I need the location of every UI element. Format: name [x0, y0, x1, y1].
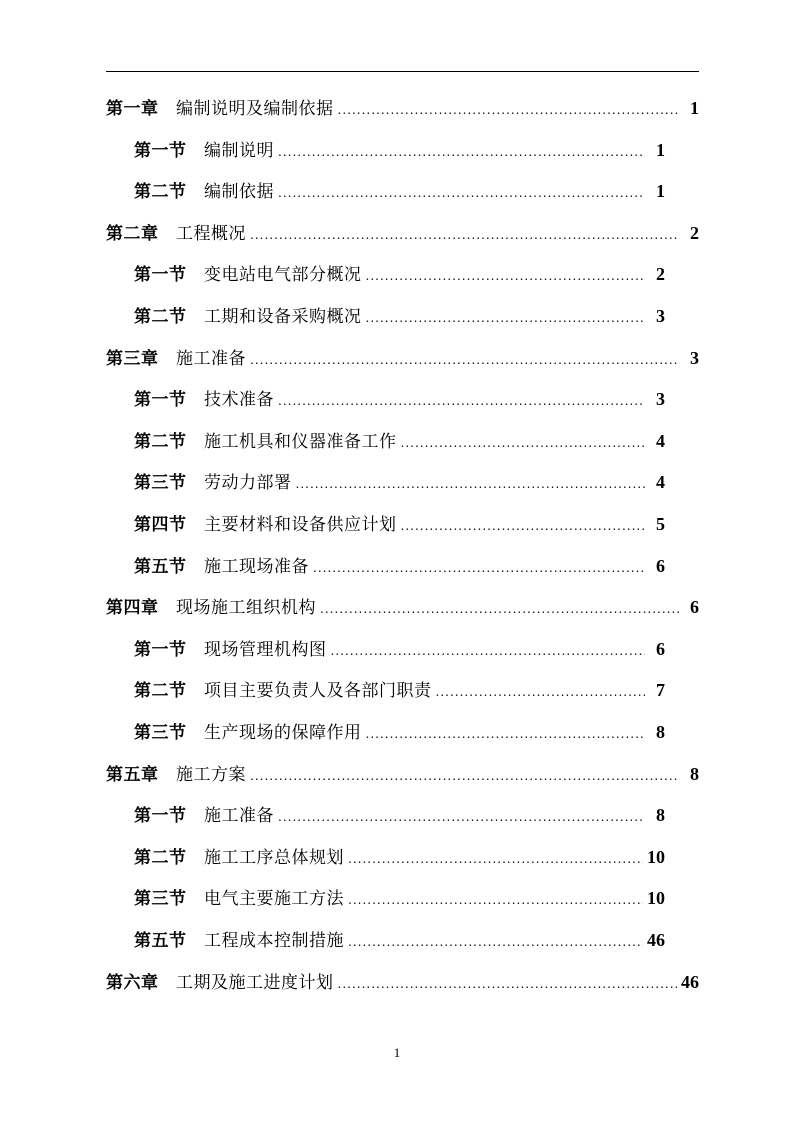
toc-entry-label	[134, 263, 362, 287]
toc-entry-label	[134, 430, 397, 454]
toc-entry-gap	[187, 681, 205, 701]
toc-section-entry[interactable]	[134, 886, 665, 910]
toc-section-entry[interactable]	[134, 803, 665, 827]
toc-dot-leader	[250, 223, 679, 247]
toc-section-entry[interactable]	[134, 470, 665, 494]
toc-entry-gap	[187, 806, 205, 826]
toc-dot-leader	[296, 472, 646, 496]
toc-entry-number: 第一章	[106, 99, 159, 119]
toc-entry-number: 第二节	[134, 307, 187, 327]
toc-entry-title: 施工工序总体规划	[204, 848, 344, 868]
toc-dot-leader	[348, 847, 643, 871]
toc-entry-title: 编制依据	[204, 182, 274, 202]
toc-page-number: 1	[690, 98, 699, 118]
toc-section-entry[interactable]	[134, 262, 665, 286]
toc-entry-gap	[187, 557, 205, 577]
toc-entry-title: 编制说明及编制依据	[176, 99, 334, 119]
toc-entry-label	[134, 887, 344, 911]
toc-page-number: 1	[656, 140, 665, 160]
toc-dot-leader	[366, 306, 646, 330]
toc-entry-number: 第三节	[134, 889, 187, 909]
toc-entry-label	[134, 305, 362, 329]
toc-entry-number: 第三章	[106, 349, 159, 369]
toc-entry-title: 工程概况	[176, 224, 246, 244]
toc-entry-label	[134, 388, 274, 412]
toc-entry-title: 施工准备	[204, 806, 274, 826]
toc-entry-label	[134, 804, 274, 828]
toc-entry-number: 第四节	[134, 515, 187, 535]
toc-page-number: 10	[647, 847, 665, 867]
toc-entry-title: 主要材料和设备供应计划	[204, 515, 397, 535]
toc-entry-number: 第二节	[134, 681, 187, 701]
toc-entry-number: 第三节	[134, 473, 187, 493]
toc-entry-title: 项目主要负责人及各部门职责	[204, 681, 432, 701]
toc-entry-label	[134, 929, 344, 953]
toc-page-number: 10	[647, 888, 665, 908]
toc-entry-number: 第四章	[106, 598, 159, 618]
toc-entry-number: 第二章	[106, 224, 159, 244]
toc-entry-gap	[187, 473, 205, 493]
toc-entry-gap	[187, 931, 205, 951]
toc-dot-leader	[250, 348, 679, 372]
toc-page-number: 5	[656, 514, 665, 534]
toc-page-number: 3	[690, 348, 699, 368]
toc-dot-leader	[348, 930, 643, 954]
toc-section-entry[interactable]	[134, 429, 665, 453]
toc-dot-leader	[331, 639, 646, 663]
toc-page-number: 4	[656, 472, 665, 492]
toc-page-number: 6	[690, 597, 699, 617]
toc-entry-gap	[187, 432, 205, 452]
toc-section-entry[interactable]	[134, 637, 665, 661]
toc-entry-gap	[187, 848, 205, 868]
toc-entry-number: 第三节	[134, 723, 187, 743]
toc-dot-leader	[401, 514, 646, 538]
toc-page-number: 3	[656, 306, 665, 326]
toc-chapter-entry[interactable]	[106, 221, 699, 245]
toc-entry-label	[134, 679, 432, 703]
toc-entry-title: 工程成本控制措施	[204, 931, 344, 951]
toc-entry-label	[106, 596, 316, 620]
toc-page-number: 6	[656, 556, 665, 576]
toc-entry-title: 电气主要施工方法	[204, 889, 344, 909]
toc-dot-leader	[401, 431, 646, 455]
toc-entry-gap	[187, 265, 205, 285]
toc-entry-gap	[159, 349, 177, 369]
toc-page-number: 4	[656, 431, 665, 451]
toc-entry-label	[106, 222, 246, 246]
toc-dot-leader	[366, 722, 646, 746]
toc-dot-leader	[338, 98, 680, 122]
toc-dot-leader	[278, 181, 645, 205]
toc-section-entry[interactable]	[134, 138, 665, 162]
toc-entry-gap	[187, 390, 205, 410]
toc-entry-number: 第一节	[134, 141, 187, 161]
toc-chapter-entry[interactable]	[106, 96, 699, 120]
toc-entry-title: 技术准备	[204, 390, 274, 410]
toc-page-number: 46	[647, 930, 665, 950]
toc-entry-title: 现场管理机构图	[204, 640, 327, 660]
toc-entry-label	[134, 513, 397, 537]
toc-dot-leader	[436, 680, 646, 704]
toc-entry-number: 第一节	[134, 806, 187, 826]
toc-entry-number: 第六章	[106, 973, 159, 993]
toc-page-number: 3	[656, 389, 665, 409]
toc-page-number: 2	[656, 264, 665, 284]
toc-dot-leader	[348, 888, 643, 912]
page-number: 1	[393, 1045, 401, 1060]
toc-entry-title: 施工方案	[176, 765, 246, 785]
toc-chapter-entry[interactable]	[106, 970, 699, 994]
toc-entry-label	[134, 638, 327, 662]
toc-dot-leader	[278, 389, 645, 413]
toc-section-entry[interactable]	[134, 179, 665, 203]
toc-entry-gap	[187, 515, 205, 535]
toc-entry-label	[106, 763, 246, 787]
toc-entry-label	[134, 471, 292, 495]
toc-page-number: 1	[656, 181, 665, 201]
toc-section-entry[interactable]	[134, 928, 665, 952]
toc-entry-gap	[159, 224, 177, 244]
toc-entry-title: 现场施工组织机构	[176, 598, 316, 618]
toc-dot-leader	[278, 805, 645, 829]
toc-entry-label	[134, 721, 362, 745]
toc-section-entry[interactable]	[134, 304, 665, 328]
toc-entry-title: 施工机具和仪器准备工作	[204, 432, 397, 452]
toc-chapter-entry[interactable]	[106, 346, 699, 370]
toc-entry-number: 第一节	[134, 265, 187, 285]
toc-entry-gap	[187, 307, 205, 327]
toc-section-entry[interactable]	[134, 678, 665, 702]
toc-chapter-entry[interactable]	[106, 595, 699, 619]
toc-page-number: 8	[656, 722, 665, 742]
toc-dot-leader	[338, 972, 678, 996]
toc-page-number: 2	[690, 223, 699, 243]
toc-dot-leader	[278, 140, 645, 164]
toc-entry-title: 劳动力部署	[204, 473, 292, 493]
toc-chapter-entry[interactable]	[106, 762, 699, 786]
toc-entry-gap	[187, 889, 205, 909]
toc-entry-title: 工期及施工进度计划	[176, 973, 334, 993]
toc-entry-number: 第一节	[134, 390, 187, 410]
toc-entry-number: 第一节	[134, 640, 187, 660]
toc-dot-leader	[320, 597, 679, 621]
toc-section-entry[interactable]	[134, 387, 665, 411]
toc-entry-gap	[159, 598, 177, 618]
toc-section-entry[interactable]	[134, 720, 665, 744]
toc-section-entry[interactable]	[134, 512, 665, 536]
toc-entry-label	[106, 347, 246, 371]
header-rule	[106, 71, 699, 72]
toc-entry-gap	[187, 640, 205, 660]
toc-entry-gap	[159, 765, 177, 785]
toc-entry-title: 变电站电气部分概况	[204, 265, 362, 285]
toc-entry-label	[134, 180, 274, 204]
toc-dot-leader	[250, 764, 679, 788]
toc-dot-leader	[313, 556, 645, 580]
toc-entry-title: 施工现场准备	[204, 557, 309, 577]
toc-entry-title: 编制说明	[204, 141, 274, 161]
toc-entry-gap	[187, 141, 205, 161]
toc-entry-title: 生产现场的保障作用	[204, 723, 362, 743]
toc-page-number: 6	[656, 639, 665, 659]
toc-entry-label	[134, 555, 309, 579]
toc-entry-label	[134, 139, 274, 163]
toc-entry-label	[106, 971, 334, 995]
toc-entry-number: 第五章	[106, 765, 159, 785]
toc-page-number: 8	[690, 764, 699, 784]
toc-entry-title: 工期和设备采购概况	[204, 307, 362, 327]
toc-entry-gap	[187, 723, 205, 743]
toc-entry-gap	[187, 182, 205, 202]
toc-entry-number: 第五节	[134, 557, 187, 577]
toc-section-entry[interactable]	[134, 845, 665, 869]
toc-dot-leader	[366, 264, 646, 288]
toc-entry-number: 第二节	[134, 848, 187, 868]
toc-entry-gap	[159, 973, 177, 993]
toc-section-entry[interactable]	[134, 554, 665, 578]
toc-page-number: 46	[681, 972, 699, 992]
toc-entry-number: 第二节	[134, 432, 187, 452]
toc-entry-number: 第二节	[134, 182, 187, 202]
toc-entry-label	[106, 97, 334, 121]
toc-page-number: 8	[656, 805, 665, 825]
toc-entry-gap	[159, 99, 177, 119]
toc-entry-label	[134, 846, 344, 870]
toc-entry-number: 第五节	[134, 931, 187, 951]
toc-page-number: 7	[656, 680, 665, 700]
toc-entry-title: 施工准备	[176, 349, 246, 369]
